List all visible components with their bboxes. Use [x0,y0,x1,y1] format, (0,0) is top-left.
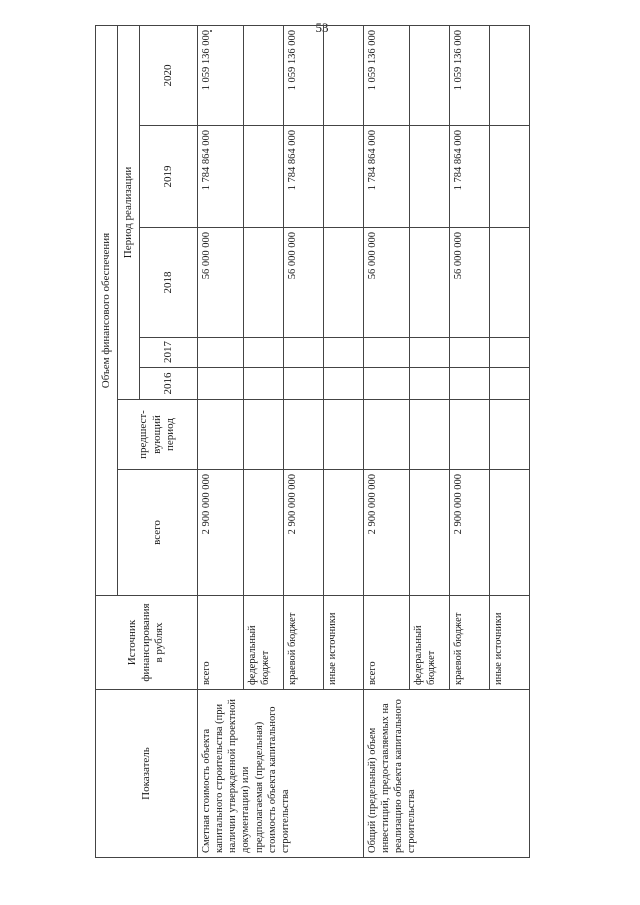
value-cell-y2016 [324,368,364,400]
value-cell-y2019: 1 784 864 000 [284,126,324,228]
value-cell-total [490,470,530,596]
table-row [364,25,410,857]
header-year: 2020 [140,25,198,125]
value-cell-total [410,470,450,596]
value-cell-y2018 [410,228,450,338]
value-cell-y2017 [450,338,490,368]
header-year: 2019 [140,126,198,228]
source-cell: краевой бюджет [450,596,490,690]
value-cell-previous [284,400,324,470]
value-cell-previous [410,400,450,470]
value-cell-y2017 [198,338,244,368]
value-cell-y2019 [410,126,450,228]
value-cell-y2019 [244,126,284,228]
value-cell-y2017 [410,338,450,368]
value-cell-y2019 [324,126,364,228]
source-cell: федеральный бюджет [244,596,284,690]
value-cell-y2016 [450,368,490,400]
value-cell-y2020 [324,25,364,125]
value-cell-y2018: 56 000 000 [450,228,490,338]
value-cell-previous [244,400,284,470]
value-cell-total [244,470,284,596]
header-year: 2018 [140,228,198,338]
indicator-cell: Общий (предельный) объем инвестиций, предоставляемых на реализацию объекта капитального строительства [364,690,530,858]
value-cell-y2016 [198,368,244,400]
value-cell-y2020: 1 059 136 000 [284,25,324,125]
source-cell: иные источники [490,596,530,690]
value-cell-y2016 [244,368,284,400]
value-cell-y2020: 1 059 136 000 [198,25,244,125]
source-cell: иные источники [324,596,364,690]
value-cell-previous [490,400,530,470]
header-volume: Объем финансового обеспечения [96,25,118,595]
header-source: Источник финансирования в рублях [96,596,198,690]
value-cell-y2018 [490,228,530,338]
value-cell-previous [364,400,410,470]
header-year: 2016 [140,368,198,400]
page-number: 53 [315,20,329,35]
value-cell-y2016 [364,368,410,400]
value-cell-y2019: 1 784 864 000 [198,126,244,228]
value-cell-y2020 [244,25,284,125]
financing-table [95,25,530,858]
source-cell: всего [364,596,410,690]
header-indicator: Показатель [96,690,198,858]
value-cell-total: 2 900 000 000 [284,470,324,596]
value-cell-y2017 [364,338,410,368]
value-cell-y2019 [490,126,530,228]
value-cell-y2018 [244,228,284,338]
value-cell-total [324,470,364,596]
value-cell-y2020 [490,25,530,125]
value-cell-y2017 [284,338,324,368]
value-cell-y2016 [284,368,324,400]
source-cell: федеральный бюджет [410,596,450,690]
value-cell-y2018: 56 000 000 [284,228,324,338]
header-total: всего [118,470,198,596]
value-cell-y2018: 56 000 000 [364,228,410,338]
value-cell-previous [198,400,244,470]
value-cell-y2017 [490,338,530,368]
table-row [198,25,244,857]
value-cell-y2018: 56 000 000 [198,228,244,338]
value-cell-previous [450,400,490,470]
value-cell-y2020: 1 059 136 000 [450,25,490,125]
indicator-cell: Сметная стоимость объекта капитального строительства (при наличии утвержденной проектной документации) или предполагаемая (предельная) стоимость объекта капитального строительства [198,690,364,858]
source-cell: всего [198,596,244,690]
value-cell-total: 2 900 000 000 [364,470,410,596]
header-year: 2017 [140,338,198,368]
header-period: Период реализации [118,25,140,399]
value-cell-y2019: 1 784 864 000 [364,126,410,228]
value-cell-y2017 [324,338,364,368]
value-cell-y2016 [410,368,450,400]
header-previous: предшест-вующий период [118,400,198,470]
source-cell: краевой бюджет [284,596,324,690]
value-cell-y2020 [410,25,450,125]
value-cell-previous [324,400,364,470]
value-cell-y2019: 1 784 864 000 [450,126,490,228]
rotated-table-wrapper [95,26,504,858]
header-row-1 [96,25,118,857]
value-cell-y2017 [244,338,284,368]
value-cell-y2018 [324,228,364,338]
value-cell-y2016 [490,368,530,400]
value-cell-y2020: 1 059 136 000 [364,25,410,125]
value-cell-total: 2 900 000 000 [198,470,244,596]
value-cell-total: 2 900 000 000 [450,470,490,596]
